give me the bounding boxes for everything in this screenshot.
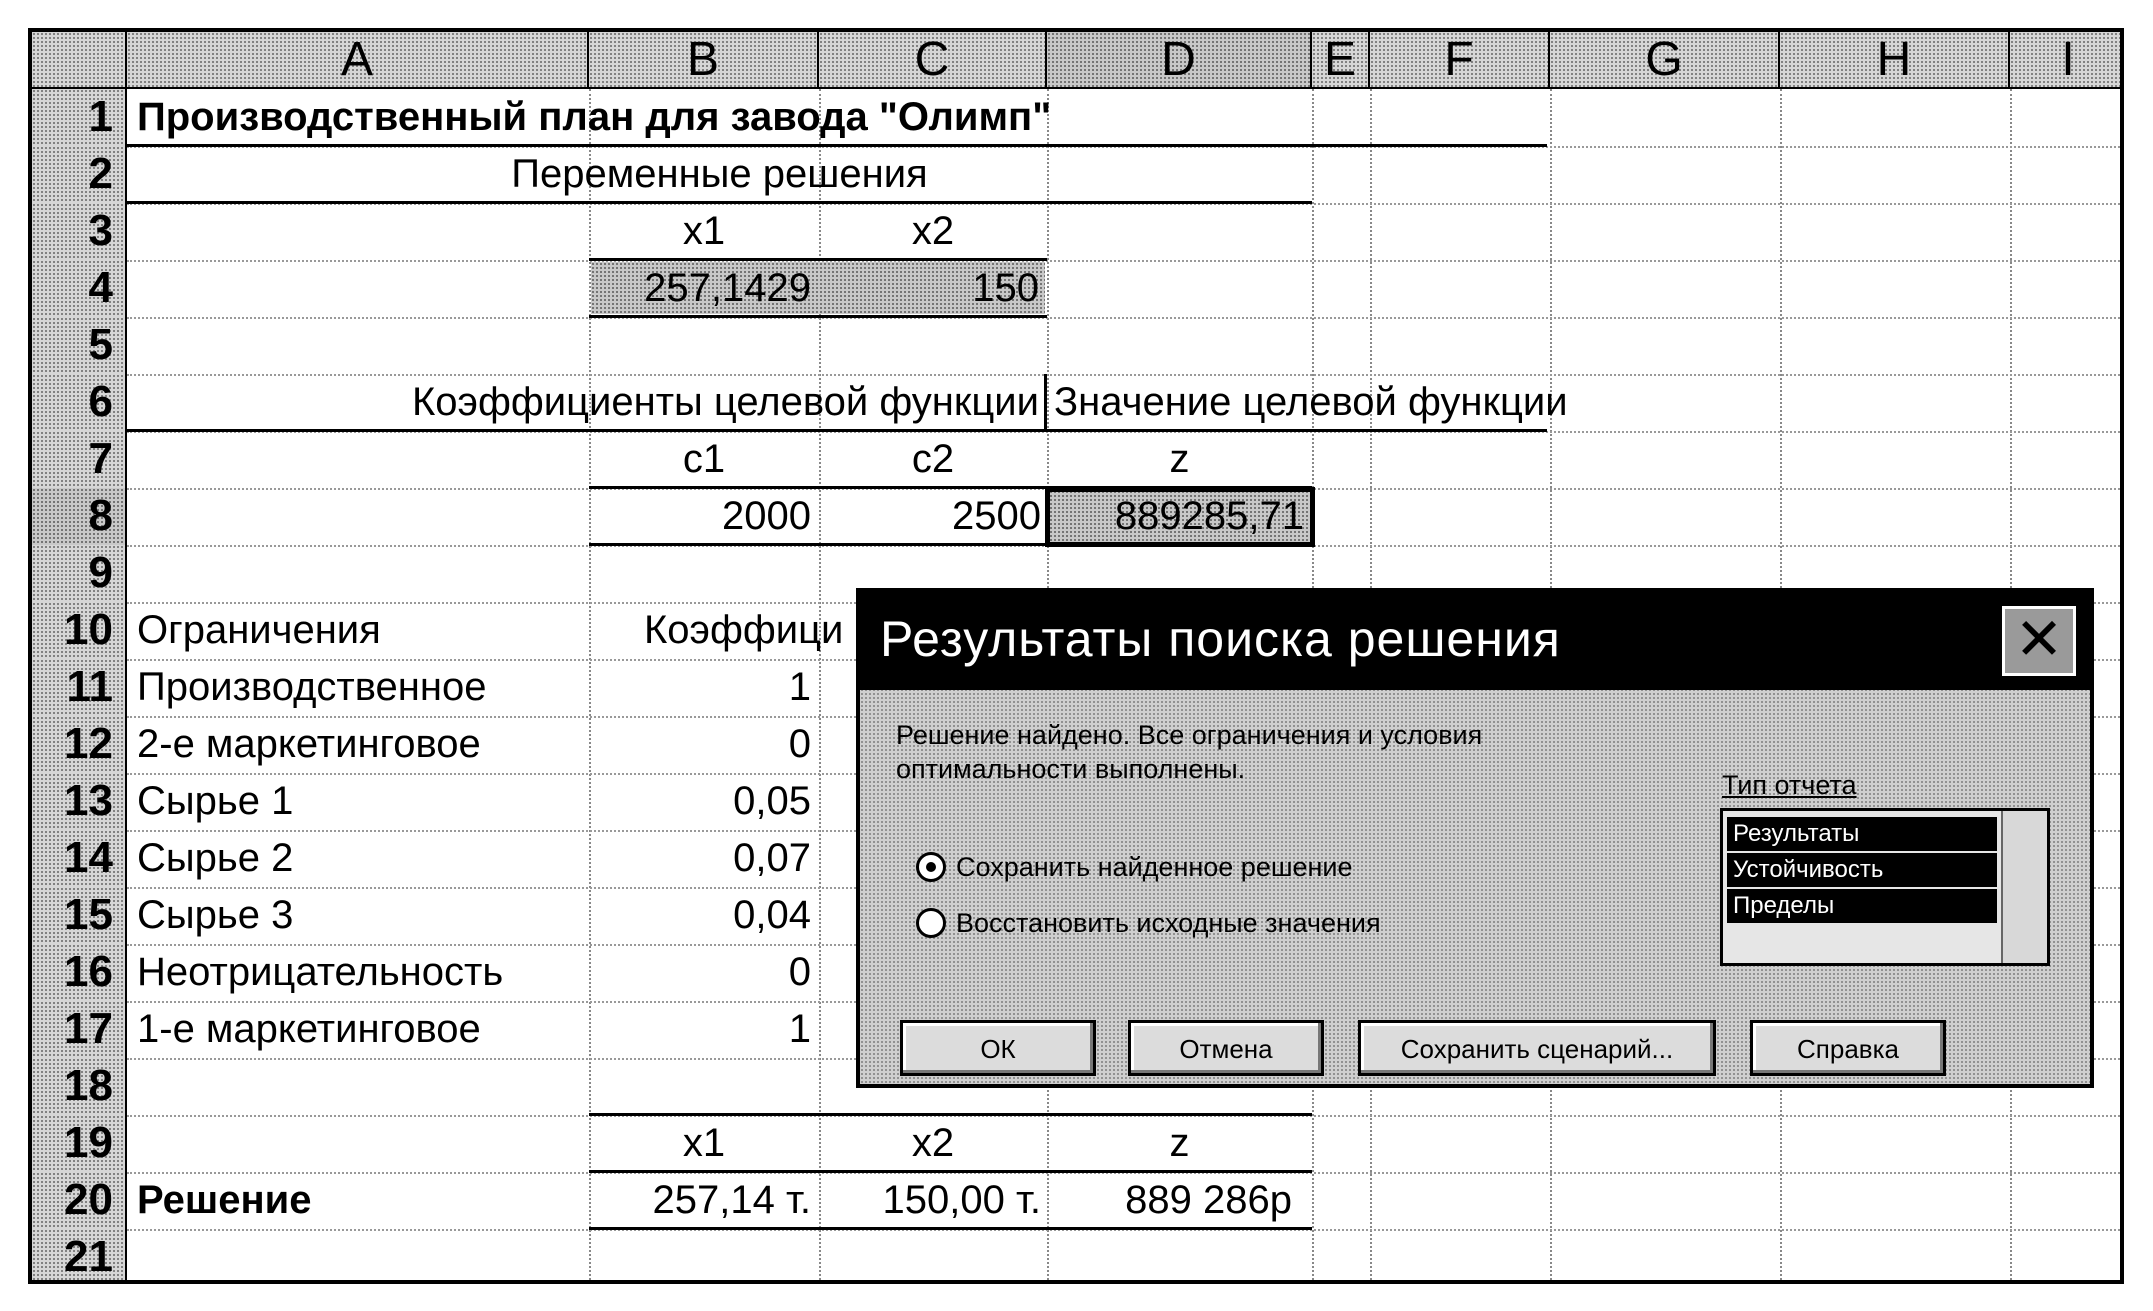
row-header-15[interactable]: 15 bbox=[32, 887, 127, 944]
border-line bbox=[589, 1113, 1312, 1116]
border-line bbox=[127, 429, 1547, 432]
obj-coef-label[interactable]: Коэффициенты целевой функции bbox=[411, 380, 1039, 424]
col-header-i[interactable]: I bbox=[2010, 32, 2124, 89]
constraint-name[interactable]: 2-е маркетинговое bbox=[137, 722, 481, 766]
report-type-listbox[interactable] bbox=[1720, 808, 2050, 966]
border-line bbox=[127, 144, 1547, 147]
report-item-sensitivity[interactable]: Устойчивость bbox=[1727, 853, 1997, 887]
row-header-18[interactable]: 18 bbox=[32, 1058, 127, 1115]
border-line bbox=[589, 315, 1047, 318]
report-item-limits[interactable]: Пределы bbox=[1727, 889, 1997, 923]
constraint-coef[interactable]: 0,07 bbox=[733, 836, 811, 880]
sol-z-label[interactable]: z bbox=[1169, 1121, 1190, 1165]
keep-solution-radio[interactable] bbox=[916, 852, 946, 882]
restore-values-label[interactable]: Восстановить исходные значения bbox=[956, 908, 1381, 938]
sol-x1-value[interactable]: 257,14 т. bbox=[652, 1178, 811, 1222]
col-header-f[interactable]: F bbox=[1370, 32, 1550, 89]
x1-label[interactable]: x1 bbox=[682, 209, 726, 253]
constraint-name[interactable]: Сырье 2 bbox=[137, 836, 294, 880]
sol-x2-value[interactable]: 150,00 т. bbox=[882, 1178, 1041, 1222]
row-header-17[interactable]: 17 bbox=[32, 1001, 127, 1058]
col-header-a[interactable]: A bbox=[127, 32, 589, 89]
row-header-13[interactable]: 13 bbox=[32, 773, 127, 830]
col-header-c[interactable]: C bbox=[819, 32, 1047, 89]
col-header-d[interactable]: D bbox=[1047, 32, 1312, 89]
row-header-19[interactable]: 19 bbox=[32, 1115, 127, 1172]
obj-value-label[interactable]: Значение целевой функции bbox=[1054, 380, 1568, 424]
col-header-g[interactable]: G bbox=[1550, 32, 1780, 89]
border-line bbox=[589, 258, 1047, 261]
keep-solution-label[interactable]: Сохранить найденное решение bbox=[956, 852, 1353, 882]
row-header-14[interactable]: 14 bbox=[32, 830, 127, 887]
solver-results-dialog bbox=[856, 588, 2094, 1088]
dialog-message-line2: оптимальности выполнены. bbox=[896, 754, 1246, 784]
row-header-7[interactable]: 7 bbox=[32, 431, 127, 488]
z-label[interactable]: z bbox=[1169, 437, 1190, 481]
c1-value-cell[interactable]: 2000 bbox=[722, 494, 811, 538]
sol-x1-label[interactable]: x1 bbox=[682, 1121, 726, 1165]
sol-x2-label[interactable]: x2 bbox=[911, 1121, 955, 1165]
row-header-5[interactable]: 5 bbox=[32, 317, 127, 374]
constraint-coef[interactable]: 0 bbox=[788, 950, 811, 994]
row-header-6[interactable]: 6 bbox=[32, 374, 127, 431]
row-header-3[interactable]: 3 bbox=[32, 203, 127, 260]
c1-label[interactable]: c1 bbox=[682, 437, 726, 481]
row-header-4[interactable]: 4 bbox=[32, 260, 127, 317]
select-all-corner[interactable] bbox=[32, 32, 127, 89]
row-header-10[interactable]: 10 bbox=[32, 602, 127, 659]
row-header-2[interactable]: 2 bbox=[32, 146, 127, 203]
x2-value-cell[interactable]: 150 bbox=[972, 266, 1039, 310]
border-line bbox=[589, 1170, 1312, 1173]
dialog-title: Результаты поиска решения bbox=[880, 611, 1561, 667]
border-line bbox=[1044, 374, 1047, 431]
cancel-button[interactable]: Отмена bbox=[1128, 1020, 1324, 1076]
row-header-16[interactable]: 16 bbox=[32, 944, 127, 1001]
help-button[interactable]: Справка bbox=[1750, 1020, 1946, 1076]
z-value-cell[interactable]: 889285,71 bbox=[1114, 494, 1304, 538]
decision-vars-label[interactable]: Переменные решения bbox=[511, 152, 928, 196]
col-header-h[interactable]: H bbox=[1780, 32, 2010, 89]
row-header-8[interactable]: 8 bbox=[32, 488, 127, 545]
dialog-titlebar[interactable] bbox=[860, 592, 2090, 690]
x2-label[interactable]: x2 bbox=[911, 209, 955, 253]
report-item-results[interactable]: Результаты bbox=[1727, 817, 1997, 851]
constraints-label[interactable]: Ограничения bbox=[137, 608, 381, 652]
border-line bbox=[127, 201, 1312, 204]
sheet-title[interactable]: Производственный план для завода "Олимп" bbox=[137, 95, 1052, 139]
dialog-message-line1: Решение найдено. Все ограничения и условия bbox=[896, 720, 1483, 750]
gridline bbox=[127, 374, 2120, 376]
coef-label[interactable]: Коэффици bbox=[644, 608, 844, 652]
constraint-name[interactable]: 1-е маркетинговое bbox=[137, 1007, 481, 1051]
row-header-1[interactable]: 1 bbox=[32, 89, 127, 146]
gridline bbox=[127, 317, 2120, 319]
row-header-12[interactable]: 12 bbox=[32, 716, 127, 773]
listbox-scrollbar[interactable] bbox=[2001, 811, 2047, 963]
constraint-coef[interactable]: 0 bbox=[788, 722, 811, 766]
close-icon: ✕ bbox=[2014, 607, 2064, 672]
constraint-coef[interactable]: 0,04 bbox=[733, 893, 811, 937]
row-header-9[interactable]: 9 bbox=[32, 545, 127, 602]
col-header-e[interactable]: E bbox=[1312, 32, 1370, 89]
constraint-name[interactable]: Сырье 1 bbox=[137, 779, 294, 823]
row-header-21[interactable]: 21 bbox=[32, 1229, 127, 1284]
constraint-name[interactable]: Неотрицательность bbox=[137, 950, 504, 994]
row-header-20[interactable]: 20 bbox=[32, 1172, 127, 1229]
col-header-b[interactable]: B bbox=[589, 32, 819, 89]
restore-values-radio[interactable] bbox=[916, 908, 946, 938]
gridline bbox=[127, 260, 2120, 262]
solution-label[interactable]: Решение bbox=[137, 1178, 312, 1222]
ok-button[interactable]: ОК bbox=[900, 1020, 1096, 1076]
border-line bbox=[589, 1227, 1312, 1230]
sol-z-value[interactable]: 889 286р bbox=[1125, 1178, 1292, 1222]
constraint-coef[interactable]: 0,05 bbox=[733, 779, 811, 823]
constraint-name[interactable]: Сырье 3 bbox=[137, 893, 294, 937]
close-button[interactable] bbox=[2002, 606, 2076, 676]
report-type-label: Тип отчета bbox=[1722, 770, 1857, 800]
constraint-coef[interactable]: 1 bbox=[788, 1007, 811, 1051]
row-header-11[interactable]: 11 bbox=[32, 659, 127, 716]
save-scenario-button[interactable]: Сохранить сценарий... bbox=[1358, 1020, 1716, 1076]
constraint-coef[interactable]: 1 bbox=[788, 665, 811, 709]
constraint-name[interactable]: Производственное bbox=[137, 665, 487, 709]
c2-value-cell[interactable]: 2500 bbox=[952, 494, 1041, 538]
c2-label[interactable]: c2 bbox=[911, 437, 955, 481]
x1-value-cell[interactable]: 257,1429 bbox=[644, 266, 811, 310]
active-cell-outline bbox=[1045, 487, 1315, 547]
